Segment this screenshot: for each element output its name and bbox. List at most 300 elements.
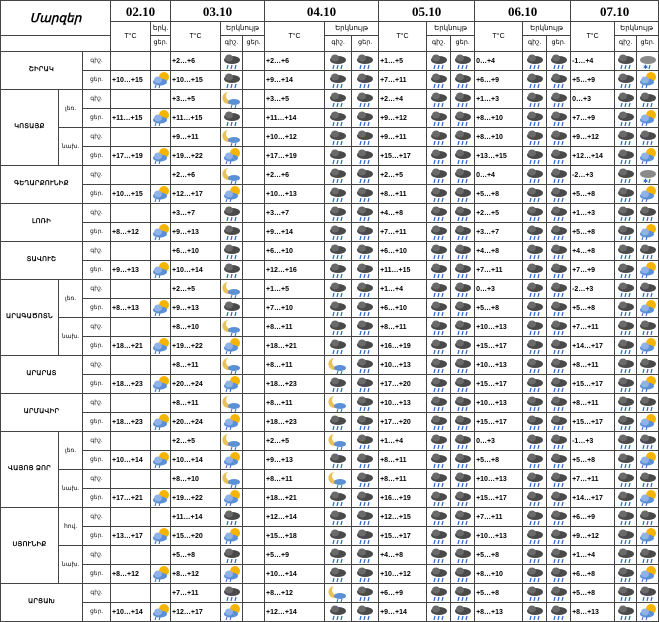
weather-icon-cell (523, 128, 547, 147)
region-row (1, 52, 659, 71)
temp-header: T°C (171, 22, 221, 52)
partly-sunny-icon (151, 413, 170, 431)
temperature-range: +12…+17 (171, 185, 221, 204)
weather-icon-cell (352, 223, 379, 242)
rain-cloud-icon (615, 52, 636, 70)
night-label: գիշ. (615, 36, 637, 52)
sky-header: Երկնույթ (221, 22, 265, 36)
weather-icon-cell (325, 337, 352, 356)
weather-icon-cell (547, 546, 571, 565)
period-label: ցեր. (83, 527, 111, 546)
rain-cloud-icon (325, 337, 351, 355)
weather-icon-cell (243, 128, 265, 147)
rain-cloud-icon (427, 204, 450, 222)
rain-cloud-icon (547, 280, 570, 298)
rain-cloud-icon (451, 565, 474, 583)
weather-icon-cell (243, 451, 265, 470)
weather-icon-cell (325, 527, 352, 546)
rain-cloud-icon (325, 299, 351, 317)
region-row (1, 432, 659, 451)
temperature-range: +10…+13 (379, 356, 427, 375)
temperature-range: +13…+15 (475, 147, 523, 166)
rain-cloud-icon (615, 242, 636, 260)
rain-cloud-icon (352, 128, 378, 146)
rain-cloud-icon (547, 204, 570, 222)
date-header: 03.10 (171, 1, 265, 22)
rain-cloud-icon (427, 451, 450, 469)
temperature-range: +14…+17 (571, 337, 615, 356)
rain-cloud-icon (523, 432, 546, 450)
rain-cloud-icon (221, 584, 242, 602)
weather-icon-cell (427, 261, 451, 280)
temperature-range: +18…+23 (265, 375, 325, 394)
region-row (1, 413, 659, 432)
weather-icon-cell (427, 128, 451, 147)
weather-icon-cell (523, 223, 547, 242)
partly-sunny-icon (637, 223, 658, 241)
rain-cloud-icon (523, 299, 546, 317)
rain-cloud-icon (523, 413, 546, 431)
weather-icon-cell (637, 375, 659, 394)
temperature-range: +8…+13 (571, 603, 615, 622)
rain-cloud-icon (352, 261, 378, 279)
rain-cloud-icon (547, 470, 570, 488)
weather-icon-cell (615, 223, 637, 242)
weather-icon-cell (523, 584, 547, 603)
rain-cloud-icon (325, 565, 351, 583)
temperature-range: +3…+7 (171, 204, 221, 223)
temperature-range: +10…+14 (171, 261, 221, 280)
rain-cloud-icon (325, 109, 351, 127)
temperature-range (111, 432, 151, 451)
weather-icon-cell (451, 223, 475, 242)
temperature-range: +5…+8 (571, 584, 615, 603)
weather-icon-cell (325, 489, 352, 508)
temperature-range: +10…+13 (475, 470, 523, 489)
rain-cloud-icon (325, 527, 351, 545)
rain-cloud-icon (221, 109, 242, 127)
weather-icon-cell (325, 242, 352, 261)
rain-cloud-icon (352, 432, 378, 450)
weather-icon-cell (325, 470, 352, 489)
rain-cloud-icon (547, 356, 570, 374)
weather-icon-cell (352, 546, 379, 565)
temperature-range: +18…+21 (265, 489, 325, 508)
weather-icon-cell (352, 204, 379, 223)
temperature-range: +6…+9 (571, 508, 615, 527)
temperature-range (111, 356, 151, 375)
weather-icon-cell (523, 527, 547, 546)
weather-icon-cell (221, 166, 243, 185)
weather-icon-cell (221, 299, 243, 318)
weather-icon-cell (451, 584, 475, 603)
rain-cloud-icon (451, 508, 474, 526)
weather-icon-cell (615, 71, 637, 90)
rain-cloud-icon (615, 90, 636, 108)
weather-icon-cell (615, 90, 637, 109)
temperature-range: +20…+24 (171, 375, 221, 394)
rain-cloud-icon (352, 185, 378, 203)
temp-header: T°C (265, 22, 325, 52)
header-dates-row (1, 1, 659, 22)
weather-icon-cell (352, 527, 379, 546)
temperature-range: +2…+6 (265, 166, 325, 185)
weather-icon-cell (615, 147, 637, 166)
rain-cloud-icon (221, 204, 242, 222)
partly-sunny-icon (637, 109, 658, 127)
rain-cloud-icon (523, 394, 546, 412)
temperature-range: +12…+16 (265, 261, 325, 280)
weather-icon-cell (243, 71, 265, 90)
temperature-range: +7…+11 (475, 508, 523, 527)
temperature-range: +15…+17 (475, 489, 523, 508)
weather-icon-cell (451, 603, 475, 622)
weather-icon-cell (427, 413, 451, 432)
weather-icon-cell (243, 337, 265, 356)
temperature-range: +2…+6 (265, 52, 325, 71)
period-label: գիշ. (83, 90, 111, 109)
temperature-range: +15…+20 (171, 527, 221, 546)
temperature-range: +5…+9 (571, 71, 615, 90)
rain-cloud-icon (615, 584, 636, 602)
temperature-range: +14…+17 (571, 489, 615, 508)
weather-icon-cell (243, 280, 265, 299)
weather-icon-cell (451, 489, 475, 508)
weather-icon-cell (151, 71, 171, 90)
period-label: գիշ. (83, 280, 111, 299)
rain-cloud-icon (637, 584, 658, 602)
rain-cloud-icon (451, 128, 474, 146)
weather-icon-cell (243, 166, 265, 185)
rain-cloud-icon (615, 71, 636, 89)
sky-header: երկ. (151, 22, 171, 36)
weather-icon-cell (547, 470, 571, 489)
rain-cloud-icon (615, 565, 636, 583)
weather-icon-cell (637, 128, 659, 147)
weather-icon-cell (615, 242, 637, 261)
weather-icon-cell (427, 299, 451, 318)
sky-header: Երկնույթ (325, 22, 379, 36)
subregion-label: նախ. (59, 128, 83, 166)
weather-icon-cell (637, 109, 659, 128)
weather-icon-cell (615, 489, 637, 508)
rain-cloud-icon (637, 128, 658, 146)
weather-icon-cell (221, 470, 243, 489)
rain-cloud-icon (615, 375, 636, 393)
weather-icon-cell (615, 394, 637, 413)
weather-icon-cell (221, 242, 243, 261)
weather-icon-cell (615, 432, 637, 451)
period-label: ցեր. (83, 147, 111, 166)
weather-icon-cell (151, 603, 171, 622)
partly-sunny-icon (221, 147, 242, 165)
rain-cloud-icon (352, 546, 378, 564)
rain-cloud-icon (352, 299, 378, 317)
weather-icon-cell (615, 128, 637, 147)
rain-cloud-icon (221, 508, 242, 526)
partly-sunny-icon (637, 451, 658, 469)
temperature-range: -1…+4 (571, 52, 615, 71)
region-row (1, 280, 659, 299)
day-label: ցեր. (451, 36, 475, 52)
weather-icon-cell (523, 356, 547, 375)
weather-icon-cell (352, 52, 379, 71)
temperature-range (111, 204, 151, 223)
weather-icon-cell (523, 565, 547, 584)
weather-icon-cell (451, 280, 475, 299)
rain-cloud-icon (221, 223, 242, 241)
moon-cloud-icon (221, 356, 242, 374)
weather-icon-cell (151, 318, 171, 337)
temperature-range: +11…+15 (379, 261, 427, 280)
weather-icon-cell (325, 299, 352, 318)
temperature-range: +5…+8 (475, 546, 523, 565)
partly-sunny-icon (151, 375, 170, 393)
rain-cloud-icon (325, 223, 351, 241)
temperature-range: +11…+15 (171, 109, 221, 128)
weather-icon-cell (352, 185, 379, 204)
weather-icon-cell (427, 280, 451, 299)
rain-cloud-icon (523, 337, 546, 355)
temperature-range: +15…+17 (379, 147, 427, 166)
temperature-range: +18…+23 (111, 375, 151, 394)
temperature-range: 0…+4 (475, 52, 523, 71)
weather-icon-cell (427, 242, 451, 261)
weather-icon-cell (325, 52, 352, 71)
partly-sunny-icon (637, 185, 658, 203)
weather-icon-cell (547, 451, 571, 470)
temperature-range (111, 128, 151, 147)
temperature-range (111, 584, 151, 603)
temperature-range: +5…+8 (475, 451, 523, 470)
weather-icon-cell (427, 147, 451, 166)
moon-cloud-icon (221, 432, 242, 450)
period-label: գիշ. (83, 166, 111, 185)
rain-cloud-icon (427, 489, 450, 507)
weather-icon-cell (547, 166, 571, 185)
rain-cloud-icon (523, 109, 546, 127)
weather-icon-cell (637, 280, 659, 299)
weather-icon-cell (151, 470, 171, 489)
region-name: ԳԵՂԱՐՔՈՒՆԻՔ (1, 166, 83, 204)
weather-icon-cell (427, 489, 451, 508)
partly-sunny-icon (151, 603, 170, 621)
temperature-range: +9…+11 (171, 128, 221, 147)
region-row (1, 71, 659, 90)
weather-icon-cell (151, 109, 171, 128)
partly-sunny-icon (637, 147, 658, 165)
temperature-range: +8…+11 (171, 356, 221, 375)
temperature-range (111, 470, 151, 489)
weather-icon-cell (221, 508, 243, 527)
moon-cloud-icon (325, 470, 351, 488)
weather-icon-cell (352, 318, 379, 337)
temperature-range: +2…+6 (171, 52, 221, 71)
temperature-range: +5…+8 (475, 185, 523, 204)
temperature-range: +5…+8 (571, 299, 615, 318)
weather-icon-cell (221, 147, 243, 166)
moon-cloud-icon (325, 432, 351, 450)
weather-icon-cell (547, 261, 571, 280)
rain-cloud-icon (325, 204, 351, 222)
temperature-range: +9…+14 (265, 71, 325, 90)
temperature-range: +17…+19 (111, 147, 151, 166)
weather-icon-cell (221, 356, 243, 375)
temperature-range: +8…+11 (265, 470, 325, 489)
rain-cloud-icon (427, 280, 450, 298)
rain-cloud-icon (427, 508, 450, 526)
weather-icon-cell (547, 394, 571, 413)
rain-cloud-icon (451, 432, 474, 450)
temperature-range: +7…+11 (475, 261, 523, 280)
weather-icon-cell (523, 109, 547, 128)
weather-icon-cell (637, 337, 659, 356)
weather-icon-cell (427, 337, 451, 356)
weather-icon-cell (221, 185, 243, 204)
rain-cloud-icon (221, 71, 242, 89)
period-label: ցեր. (83, 375, 111, 394)
temperature-range: +8…+11 (265, 318, 325, 337)
weather-icon-cell (615, 337, 637, 356)
weather-icon-cell (221, 71, 243, 90)
region-row (1, 337, 659, 356)
temperature-range: +5…+8 (571, 223, 615, 242)
weather-icon-cell (427, 223, 451, 242)
region-name: ԱՐԱԳԱԾՈՏՆ (1, 280, 59, 356)
weather-icon-cell (325, 508, 352, 527)
temperature-range: +11…+15 (111, 109, 151, 128)
temperature-range: +9…+12 (379, 109, 427, 128)
rain-cloud-icon (427, 109, 450, 127)
temperature-range: +3…+5 (171, 90, 221, 109)
moon-cloud-icon (221, 318, 242, 336)
weather-icon-cell (427, 565, 451, 584)
temperature-range: +1…+5 (379, 52, 427, 71)
weather-icon-cell (151, 128, 171, 147)
weather-icon-cell (151, 337, 171, 356)
weather-icon-cell (615, 356, 637, 375)
rain-cloud-icon (615, 109, 636, 127)
temperature-range: +6…+10 (265, 242, 325, 261)
weather-icon-cell (451, 337, 475, 356)
weather-icon-cell (352, 489, 379, 508)
moon-cloud-icon (221, 166, 242, 184)
weather-icon-cell (451, 147, 475, 166)
temperature-range: 0…+3 (571, 90, 615, 109)
region-name: ՇԻՐԱԿ (1, 52, 83, 90)
weather-icon-cell (427, 394, 451, 413)
rain-cloud-icon (325, 71, 351, 89)
weather-icon-cell (523, 432, 547, 451)
weather-icon-cell (451, 71, 475, 90)
rain-cloud-icon (325, 261, 351, 279)
weather-icon-cell (637, 90, 659, 109)
rain-cloud-icon (451, 204, 474, 222)
rain-cloud-icon (547, 584, 570, 602)
rain-cloud-icon (427, 584, 450, 602)
partly-sunny-icon (637, 375, 658, 393)
moon-cloud-icon (221, 470, 242, 488)
weather-icon-cell (151, 375, 171, 394)
weather-icon-cell (427, 470, 451, 489)
weather-icon-cell (325, 204, 352, 223)
temperature-range: -2…+3 (571, 166, 615, 185)
region-name: ԿՈՏԱՅՔ (1, 90, 59, 166)
weather-icon-cell (523, 337, 547, 356)
weather-icon-cell (547, 204, 571, 223)
weather-icon-cell (352, 356, 379, 375)
weather-icon-cell (243, 432, 265, 451)
rain-cloud-icon (352, 242, 378, 260)
temperature-range: +13…+17 (111, 527, 151, 546)
temperature-range: +10…+13 (475, 394, 523, 413)
period-label: գիշ. (83, 546, 111, 565)
rain-cloud-icon (451, 166, 474, 184)
region-row (1, 147, 659, 166)
weather-icon-cell (637, 546, 659, 565)
temperature-range: +6…+9 (475, 71, 523, 90)
rain-cloud-icon (637, 356, 658, 374)
weather-icon-cell (243, 52, 265, 71)
weather-icon-cell (221, 223, 243, 242)
partly-sunny-icon (151, 185, 170, 203)
rain-cloud-icon (427, 470, 450, 488)
weather-icon-cell (151, 508, 171, 527)
rain-cloud-icon (523, 223, 546, 241)
weather-icon-cell (325, 223, 352, 242)
weather-icon-cell (523, 204, 547, 223)
temperature-range: +18…+21 (265, 337, 325, 356)
weather-icon-cell (451, 546, 475, 565)
weather-icon-cell (151, 565, 171, 584)
temperature-range: +15…+17 (475, 337, 523, 356)
temperature-range: +7…+11 (379, 223, 427, 242)
temperature-range: +18…+23 (111, 413, 151, 432)
rain-cloud-icon (427, 147, 450, 165)
weather-icon-cell (352, 166, 379, 185)
rain-cloud-icon (547, 185, 570, 203)
weather-icon-cell (352, 90, 379, 109)
rain-cloud-icon (451, 470, 474, 488)
region-row (1, 546, 659, 565)
temperature-range: +7…+11 (379, 71, 427, 90)
temperature-range: +8…+10 (475, 109, 523, 128)
region-row (1, 565, 659, 584)
rain-cloud-icon (427, 337, 450, 355)
region-row (1, 90, 659, 109)
rain-cloud-icon (615, 318, 636, 336)
weather-icon-cell (151, 223, 171, 242)
rain-cloud-icon (523, 451, 546, 469)
weather-icon-cell (451, 299, 475, 318)
weather-icon-cell (151, 584, 171, 603)
weather-icon-cell (352, 413, 379, 432)
temperature-range: +7…+9 (571, 261, 615, 280)
weather-icon-cell (325, 166, 352, 185)
rain-cloud-icon (451, 71, 474, 89)
rain-cloud-icon (523, 603, 546, 621)
weather-icon-cell (221, 52, 243, 71)
weather-icon-cell (325, 128, 352, 147)
weather-icon-cell (325, 147, 352, 166)
rain-cloud-icon (637, 470, 658, 488)
rain-cloud-icon (637, 508, 658, 526)
temperature-range: +10…+13 (475, 356, 523, 375)
temperature-range: 0…+3 (475, 280, 523, 299)
partly-sunny-icon (151, 147, 170, 165)
rain-cloud-icon (547, 109, 570, 127)
period-label: ցեր. (83, 223, 111, 242)
